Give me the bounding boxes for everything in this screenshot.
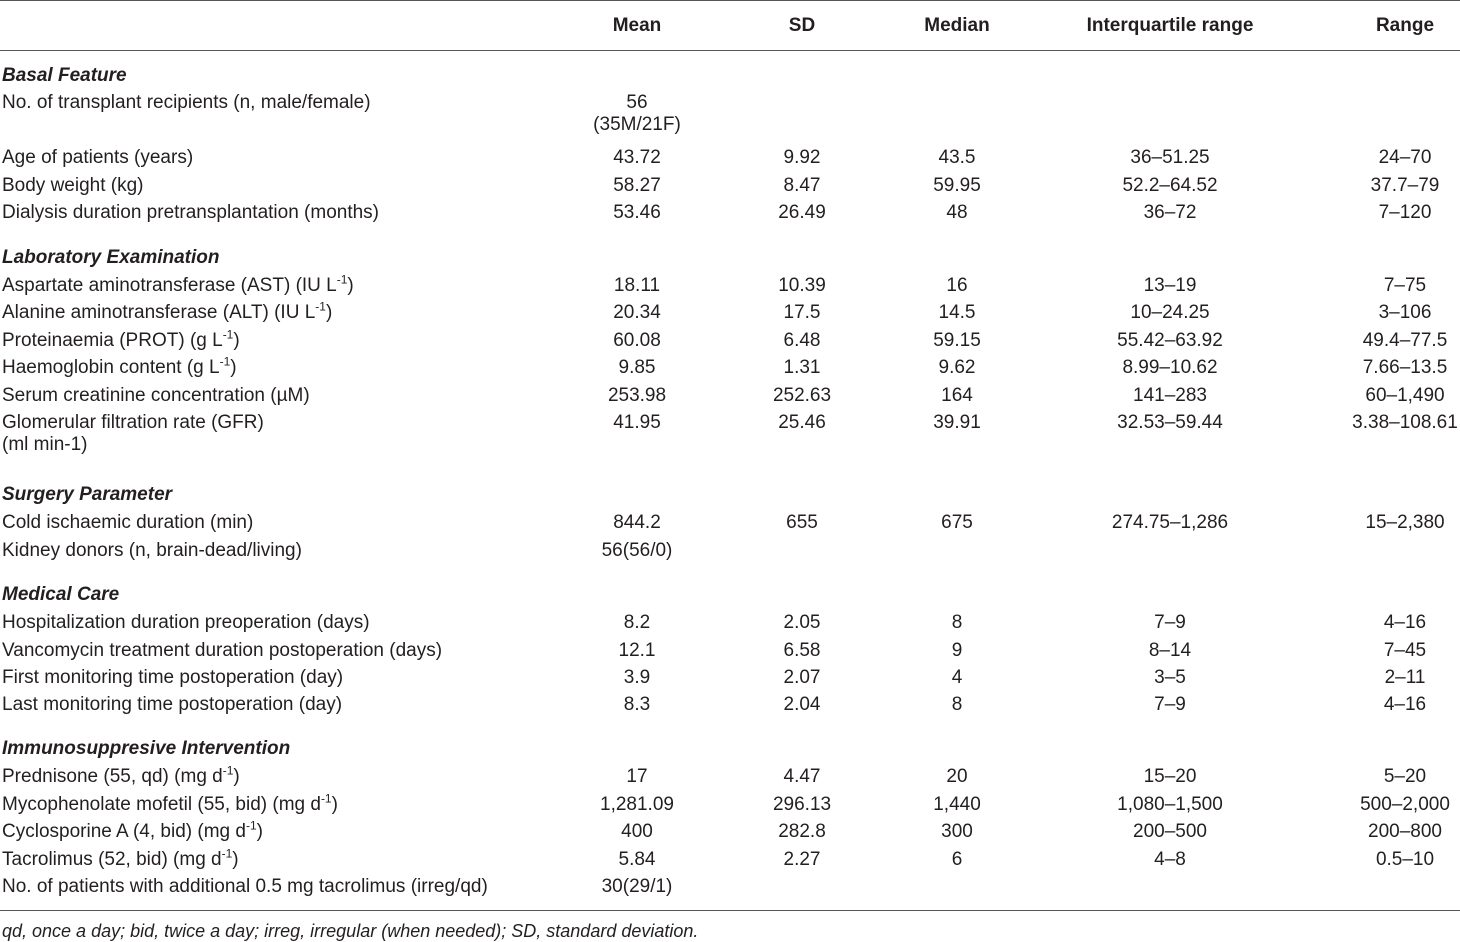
cell-iqr: 32.53–59.44 <box>1117 412 1223 433</box>
cell-range: 2–11 <box>1384 667 1426 688</box>
row-label <box>2 147 193 169</box>
cell-mean <box>587 302 687 324</box>
row-label <box>2 385 310 407</box>
col-header-range: Range <box>1375 15 1435 36</box>
cell-median: 9 <box>951 640 963 661</box>
row-label-text: Vancomycin treatment duration postoperation (days) <box>2 640 443 661</box>
cell-mean <box>587 92 687 136</box>
cell-median: 675 <box>941 512 973 533</box>
cell-iqr: 36–72 <box>1143 202 1197 223</box>
footer-rule <box>0 910 1460 911</box>
cell-sd: 4.47 <box>783 766 821 787</box>
cell-mean-value: 30(29/1) <box>601 876 673 897</box>
cell-median: 59.95 <box>933 175 981 196</box>
cell-sd: 9.92 <box>783 147 821 168</box>
row-label <box>2 327 240 352</box>
cell-iqr: 8–14 <box>1148 640 1192 661</box>
row-label <box>2 412 264 456</box>
cell-range: 4–16 <box>1383 612 1427 633</box>
cell-mean-value: 41.95 <box>613 412 661 433</box>
row-label-superscript: -1 <box>320 791 332 806</box>
row-label-text: Last monitoring time postoperation (day) <box>2 694 343 715</box>
cell-range: 7.66–13.5 <box>1362 357 1448 378</box>
cell-mean <box>587 512 687 534</box>
cell-iqr: 7–9 <box>1154 694 1186 715</box>
cell-mean <box>587 175 687 197</box>
cell-mean-value: 8.2 <box>623 612 651 633</box>
cell-sd: 1.31 <box>783 357 821 378</box>
cell-mean-value: 20.34 <box>613 302 661 323</box>
cell-mean <box>587 640 687 662</box>
section-title: Immunosuppresive Intervention <box>2 738 291 759</box>
cell-range: 7–75 <box>1383 275 1427 296</box>
col-header-iqr: Interquartile range <box>1086 15 1254 36</box>
cell-mean <box>587 612 687 634</box>
row-label-text: Proteinaemia (PROT) (g L <box>2 330 223 351</box>
cell-sd: 282.8 <box>778 821 826 842</box>
cell-range: 24–70 <box>1378 147 1432 168</box>
cell-iqr: 13–19 <box>1143 275 1197 296</box>
cell-mean-value: 8.3 <box>623 694 651 715</box>
cell-iqr: 200–500 <box>1133 821 1207 842</box>
row-label <box>2 92 371 114</box>
row-label-text: Body weight (kg) <box>2 175 144 196</box>
row-label-text: Alanine aminotransferase (ALT) (IU L <box>2 302 316 323</box>
cell-sd: 6.48 <box>783 330 821 351</box>
row-label-tail: ) <box>233 330 240 351</box>
section-title: Surgery Parameter <box>2 484 173 505</box>
cell-sd: 655 <box>786 512 818 533</box>
row-label <box>2 640 442 662</box>
cell-range: 3–106 <box>1378 302 1432 323</box>
cell-mean-value: 43.72 <box>613 147 661 168</box>
cell-median: 14.5 <box>938 302 976 323</box>
row-label-text: First monitoring time postoperation (day) <box>2 667 344 688</box>
cell-sd: 296.13 <box>772 794 832 815</box>
row-label-text: Serum creatinine concentration (µM) <box>2 385 310 406</box>
row-label-text: Mycophenolate mofetil (55, bid) (mg d <box>2 794 321 815</box>
cell-mean-value: 253.98 <box>607 385 667 406</box>
cell-mean-value: 18.11 <box>613 275 661 296</box>
cell-median: 48 <box>946 202 968 223</box>
cell-iqr: 3–5 <box>1154 667 1186 688</box>
row-label <box>2 818 263 843</box>
row-label-text: No. of patients with additional 0.5 mg tacrolimus (irreg/qd) <box>2 876 488 897</box>
cell-mean-value: 1,281.09 <box>600 794 674 815</box>
cell-mean-value: 56(56/0) <box>601 540 673 561</box>
row-label-superscript: -1 <box>315 299 326 314</box>
cell-mean-detail: (35M/21F) <box>593 114 681 135</box>
cell-mean <box>587 540 687 562</box>
cell-range: 49.4–77.5 <box>1362 330 1448 351</box>
cell-median: 43.5 <box>938 147 976 168</box>
cell-sd: 25.46 <box>778 412 826 433</box>
cell-range: 60–1,490 <box>1365 385 1445 406</box>
row-label-tail: ) <box>230 357 237 378</box>
row-label <box>2 791 338 816</box>
cell-range: 4–16 <box>1383 694 1427 715</box>
cell-sd: 10.39 <box>778 275 826 296</box>
cell-mean-value: 12.1 <box>618 640 656 661</box>
cell-range: 5–20 <box>1383 766 1427 787</box>
cell-mean-value: 58.27 <box>613 175 661 196</box>
col-header-sd: SD <box>788 15 816 36</box>
cell-mean <box>587 766 687 788</box>
cell-iqr: 8.99–10.62 <box>1122 357 1218 378</box>
cell-mean <box>587 667 687 689</box>
cell-mean-value: 17 <box>626 766 648 787</box>
table-footnote: qd, once a day; bid, twice a day; irreg, irregular (when needed); SD, standard deviation. <box>2 921 699 941</box>
cell-median: 16 <box>946 275 968 296</box>
cell-iqr: 7–9 <box>1154 612 1186 633</box>
row-label-superscript: -1 <box>222 763 234 778</box>
row-label-tail: ) <box>233 766 240 787</box>
cell-iqr: 1,080–1,500 <box>1117 794 1223 815</box>
col-header-median: Median <box>924 15 990 36</box>
cell-range: 7–120 <box>1378 202 1432 223</box>
section-title: Laboratory Examination <box>2 247 220 268</box>
cell-mean-value: 60.08 <box>613 330 661 351</box>
cell-sd: 8.47 <box>783 175 821 196</box>
cell-iqr: 274.75–1,286 <box>1111 512 1229 533</box>
cell-iqr: 36–51.25 <box>1130 147 1210 168</box>
cell-mean <box>587 794 687 816</box>
cell-iqr: 55.42–63.92 <box>1117 330 1223 351</box>
row-label <box>2 876 488 898</box>
row-label-text: Kidney donors (n, brain-dead/living) <box>2 540 302 561</box>
cell-sd: 17.5 <box>783 302 821 323</box>
cell-iqr: 4–8 <box>1154 849 1186 870</box>
cell-mean <box>587 202 687 224</box>
cell-iqr: 52.2–64.52 <box>1122 175 1218 196</box>
row-label <box>2 540 302 562</box>
row-label-text: Hospitalization duration preoperation (days) <box>2 612 370 633</box>
cell-mean-value: 5.84 <box>618 849 656 870</box>
cell-mean <box>587 330 687 352</box>
row-label <box>2 202 379 224</box>
cell-range: 37.7–79 <box>1370 175 1440 196</box>
row-label-text: Dialysis duration pretransplantation (months) <box>2 202 380 223</box>
cell-iqr: 10–24.25 <box>1130 302 1210 323</box>
section-title: Medical Care <box>2 584 120 605</box>
cell-median: 20 <box>946 766 968 787</box>
row-label-superscript: -1 <box>221 846 233 861</box>
row-label-text: No. of transplant recipients (n, male/female) <box>2 92 371 113</box>
cell-median: 6 <box>951 849 963 870</box>
cell-sd: 252.63 <box>772 385 832 406</box>
row-label-tail: ) <box>232 849 239 870</box>
section-title: Basal Feature <box>2 65 127 86</box>
cell-median: 1,440 <box>933 794 981 815</box>
row-label-superscript: -1 <box>336 272 348 287</box>
cell-iqr: 15–20 <box>1143 766 1197 787</box>
cell-mean <box>587 357 687 379</box>
cell-median: 300 <box>941 821 973 842</box>
cell-median: 59.15 <box>933 330 981 351</box>
row-label <box>2 667 343 689</box>
row-label-text: Glomerular filtration rate (GFR) <box>2 412 264 433</box>
cell-median: 39.91 <box>933 412 981 433</box>
row-label <box>2 299 333 324</box>
row-label-text: Age of patients (years) <box>2 147 194 168</box>
cell-mean-value: 400 <box>621 821 653 842</box>
cell-range: 15–2,380 <box>1365 512 1445 533</box>
cell-mean <box>587 849 687 871</box>
cell-sd: 2.04 <box>783 694 821 715</box>
row-label <box>2 846 239 871</box>
cell-range: 200–800 <box>1368 821 1442 842</box>
row-label <box>2 763 240 788</box>
cell-mean-value: 844.2 <box>613 512 661 533</box>
row-label-text: Cyclosporine A (4, bid) (mg d <box>2 821 246 842</box>
cell-mean-value: 3.9 <box>623 667 651 688</box>
cell-mean <box>587 147 687 169</box>
row-label <box>2 612 370 634</box>
cell-median: 9.62 <box>938 357 976 378</box>
header-rule <box>0 50 1460 51</box>
row-label <box>2 694 342 716</box>
cell-median: 8 <box>951 694 963 715</box>
row-label-text: Haemoglobin content (g L <box>2 357 220 378</box>
cell-sd: 26.49 <box>778 202 826 223</box>
row-label <box>2 175 144 197</box>
top-rule <box>0 0 1460 1</box>
row-label-tail: ) <box>325 302 333 323</box>
cell-range: 3.38–108.61 <box>1352 412 1458 433</box>
row-label-text: Cold ischaemic duration (min) <box>2 512 254 533</box>
cell-sd: 2.27 <box>783 849 821 870</box>
cell-range: 500–2,000 <box>1360 794 1450 815</box>
cell-median: 164 <box>941 385 973 406</box>
row-label <box>2 512 253 534</box>
row-label-superscript: -1 <box>222 327 234 342</box>
cell-median: 4 <box>951 667 963 688</box>
row-label-tail: ) <box>256 821 263 842</box>
cell-sd: 2.05 <box>783 612 821 633</box>
cell-sd: 2.07 <box>783 667 821 688</box>
cell-range: 7–45 <box>1383 640 1427 661</box>
row-label-superscript: -1 <box>245 818 257 833</box>
cell-median: 8 <box>951 612 963 633</box>
cell-mean-value: 53.46 <box>613 202 661 223</box>
cell-mean <box>587 821 687 843</box>
cell-mean <box>587 694 687 716</box>
row-label <box>2 354 237 379</box>
row-label-text: Tacrolimus (52, bid) (mg d <box>2 849 222 870</box>
cell-mean <box>587 876 687 898</box>
cell-mean <box>587 275 687 297</box>
row-label <box>2 272 354 297</box>
row-label-text: Prednisone (55, qd) (mg d <box>2 766 223 787</box>
cell-mean-value: 9.85 <box>618 357 656 378</box>
row-label-continuation: (ml min-1) <box>2 434 88 455</box>
row-label-tail: ) <box>347 275 354 296</box>
cell-mean-value: 56 <box>626 92 648 113</box>
cell-range: 0.5–10 <box>1375 849 1435 870</box>
cell-mean <box>587 385 687 407</box>
col-header-mean: Mean <box>612 15 662 36</box>
row-label-text: Aspartate aminotransferase (AST) (IU L <box>2 275 337 296</box>
cell-iqr: 141–283 <box>1133 385 1207 406</box>
cell-sd: 6.58 <box>783 640 821 661</box>
row-label-tail: ) <box>331 794 338 815</box>
cell-mean <box>587 412 687 434</box>
row-label-superscript: -1 <box>219 354 231 369</box>
